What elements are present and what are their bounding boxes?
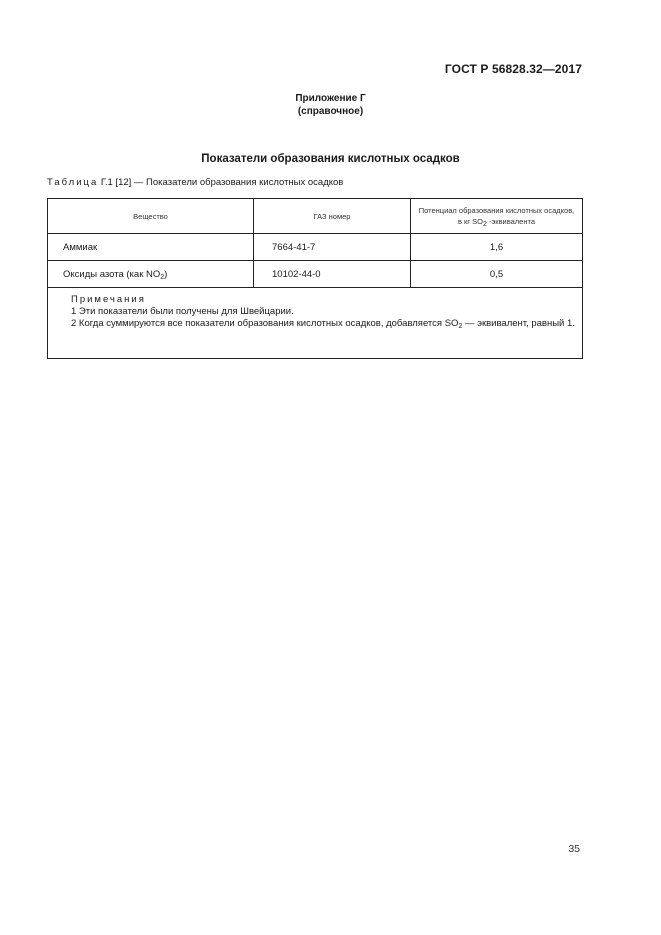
appendix-heading bbox=[0, 92, 661, 118]
cell-value: 0,5 bbox=[411, 261, 583, 288]
cell-substance bbox=[48, 234, 254, 261]
appendix-label: Приложение Г bbox=[295, 93, 366, 104]
table-row bbox=[48, 261, 583, 288]
subscript: 2 bbox=[458, 323, 463, 330]
table-caption-prefix: Таблица bbox=[47, 177, 99, 188]
table-caption-text: Г.1 [12] — Показатели образования кислотных осадков bbox=[100, 177, 344, 188]
section-title: Показатели образования кислотных осадков bbox=[201, 153, 460, 165]
cell-cas: 10102-44-0 bbox=[254, 261, 411, 288]
standard-number: ГОСТ Р 56828.32—2017 bbox=[444, 62, 582, 76]
note-2 bbox=[52, 318, 578, 330]
notes-title: Примечания bbox=[71, 294, 146, 305]
table-header-row bbox=[48, 199, 583, 234]
column-header-potential bbox=[411, 199, 583, 234]
potential-unit-text: в кг SO bbox=[457, 217, 483, 226]
note-1: 1 Эти показатели были получены для Швейцарии. bbox=[71, 306, 294, 317]
potential-header-line2 bbox=[411, 216, 582, 227]
column-header-substance: Вещество bbox=[48, 199, 254, 234]
potential-header-line1: Потенциал образования кислотных осадков, bbox=[418, 206, 575, 215]
appendix-type: (справочное) bbox=[297, 106, 364, 117]
cell-value: 1,6 bbox=[411, 234, 583, 261]
table-row bbox=[48, 234, 583, 261]
table-caption bbox=[47, 177, 343, 188]
substance-text: Оксиды азота (как NO bbox=[63, 268, 161, 280]
acid-rain-table bbox=[47, 198, 583, 359]
note-2-text: 2 Когда суммируются все показатели образования кислотных осадков, добавляется SO bbox=[71, 318, 459, 329]
cell-cas: 7664-41-7 bbox=[254, 234, 411, 261]
page-number: 35 bbox=[568, 843, 580, 855]
potential-unit-suffix: -эквивалента bbox=[486, 217, 536, 226]
column-header-cas: ГАЗ номер bbox=[254, 199, 411, 234]
table-notes-row bbox=[48, 288, 583, 359]
note-2-suffix: — эквивалент, равный 1. bbox=[462, 318, 575, 329]
subscript: 2 bbox=[160, 273, 165, 281]
substance-suffix: ) bbox=[164, 268, 168, 280]
cell-substance bbox=[48, 261, 254, 288]
subscript: 2 bbox=[482, 221, 487, 228]
substance-text: Аммиак bbox=[63, 241, 98, 253]
table-notes bbox=[48, 288, 583, 359]
